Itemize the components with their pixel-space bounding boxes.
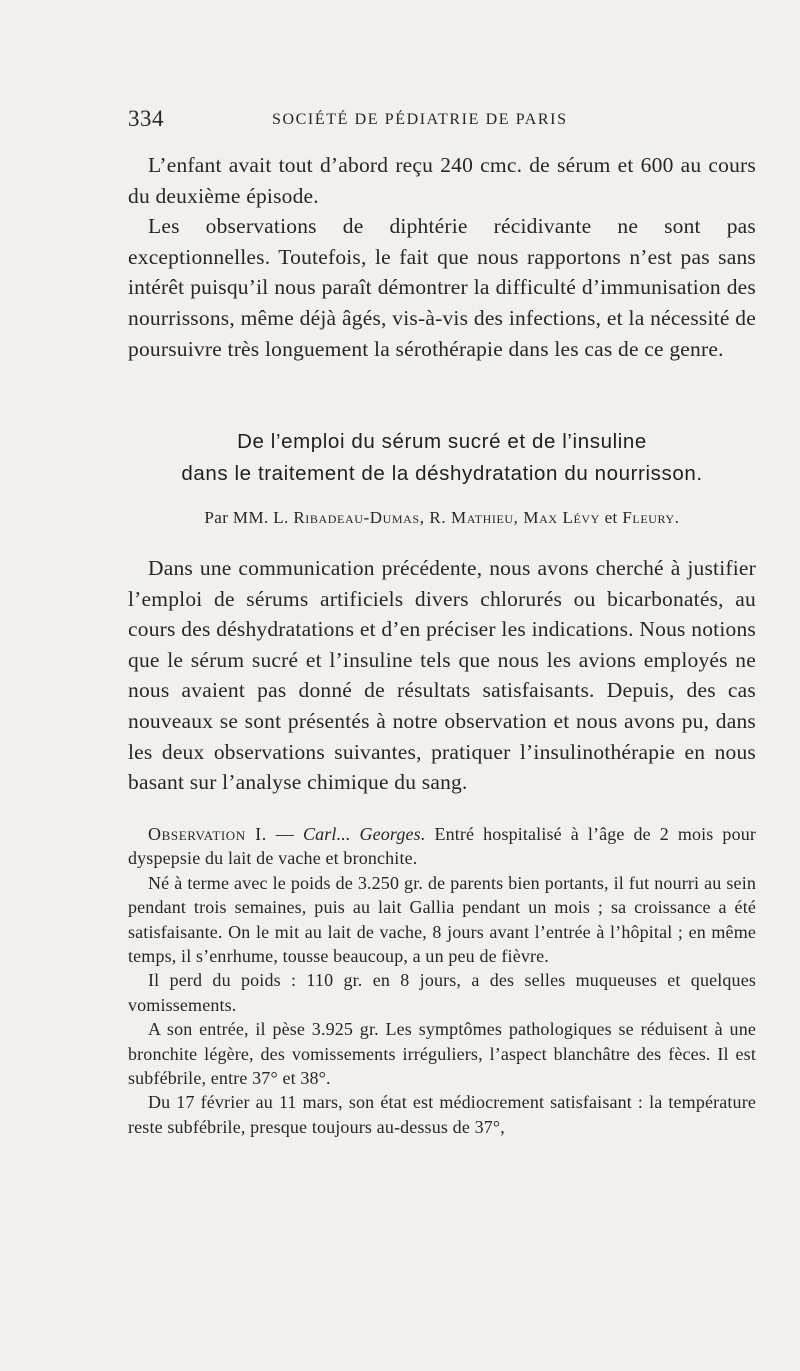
- observation-paragraph-3: Il perd du poids : 110 gr. en 8 jours, a des selles muqueuses et quelques vomissements.: [128, 970, 756, 1015]
- article-title-line-2: dans le traitement de la déshydratation du nourrisson.: [181, 462, 703, 485]
- intro-paragraph-1: L’enfant avait tout d’abord reçu 240 cmc. de sérum et 600 au cours du deuxième épisode.: [128, 153, 756, 208]
- page-number: 334: [128, 106, 164, 131]
- authors-names: Ribadeau-Dumas, R. Mathieu, Max Lévy: [293, 508, 600, 527]
- authors-last: Fleury.: [622, 508, 680, 527]
- observation-dash: —: [266, 824, 303, 844]
- intro-paragraph-2: Les observations de diphtérie récidivante ne sont pas exceptionnelles. Toutefois, le fait que nous rapportons n’est pas sans intérêt puisqu’il nous paraît démontrer la difficulté d’immunisation des nourrissons, même déjà âgés, vis-à-vis des infections, et la nécessité de poursuivre très longuement la sérothérapie dans les cas de ce genre.: [128, 214, 756, 361]
- main-paragraph: Dans une communication précédente, nous avons cherché à justifier l’emploi de sérums artificiels divers chlorurés ou bicarbonatés, au cours des déshydratations et d’en préciser les indications. Nous notions que le sérum sucré et l’insuline tels que nous les avions employés ne nous avaient pas donné de résultats satisfaisants. Depuis, des cas nouveaux se sont présentés à notre observation et nous avons pu, dans les deux observations suivantes, pratiquer l’insulinothérapie en nous basant sur l’analyse chimique du sang.: [128, 556, 756, 795]
- article-title: [128, 426, 756, 490]
- observation-block: [128, 822, 756, 1139]
- observation-paragraph-5: Du 17 février au 11 mars, son état est médiocrement satisfaisant : la température reste subfébrile, presque toujours au-dessus de 37°,: [128, 1092, 756, 1137]
- observation-paragraph-2: Né à terme avec le poids de 3.250 gr. de parents bien portants, il fut nourri au sein pendant trois semaines, puis au lait Gallia pendant un mois ; sa croissance a été satisfaisante. On le mit au lait de vache, 8 jours avant l’entrée à l’hôpital ; en même temps, il s’enrhume, tousse beaucoup, a un peu de fièvre.: [128, 872, 756, 967]
- observation-paragraph-4: A son entrée, il pèse 3.925 gr. Les symptômes pathologiques se réduisent à une bronchite légère, des vomissements irréguliers, l’aspect blanchâtre des fèces. Il est subfébrile, entre 37° et 38°.: [128, 1019, 756, 1089]
- observation-patient: Carl... Georges.: [302, 824, 426, 844]
- article-authors: [128, 508, 756, 528]
- intro-text: [128, 150, 756, 364]
- authors-join: et: [604, 508, 618, 527]
- observation-paragraph-1: [128, 822, 756, 871]
- main-text: [128, 553, 756, 798]
- observation-first-text: Entré hospitalisé à l’âge de 2 mois pour dyspepsie du lait de vache et bronchite.: [128, 824, 757, 869]
- observation-label: Observation I.: [148, 824, 267, 844]
- page-header: [128, 106, 756, 136]
- authors-prefix: Par MM. L.: [204, 508, 289, 527]
- running-title: SOCIÉTÉ DE PÉDIATRIE DE PARIS: [272, 111, 568, 128]
- article-title-line-1: De l’emploi du sérum sucré et de l’insuline: [237, 430, 647, 453]
